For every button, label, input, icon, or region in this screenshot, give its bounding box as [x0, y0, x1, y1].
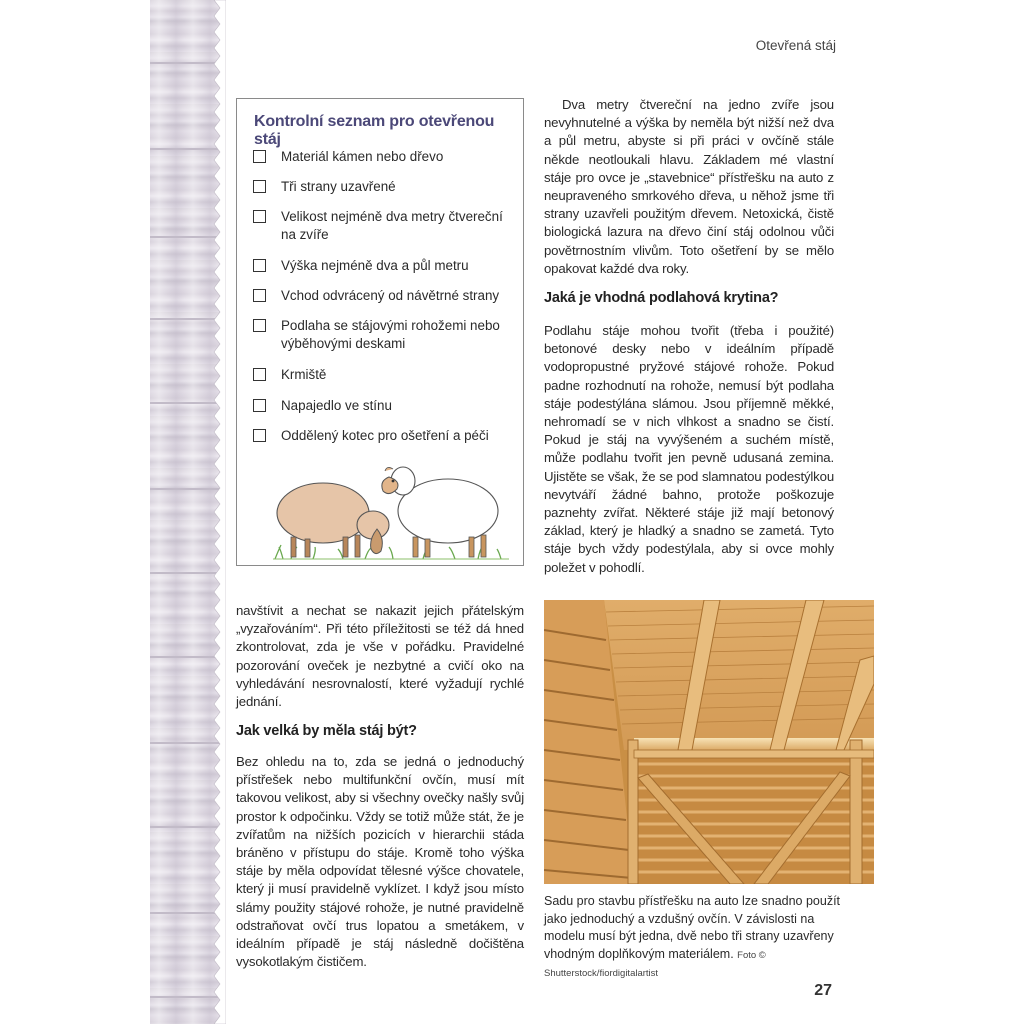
sheep-illustration — [273, 455, 513, 563]
photo-credit: Foto © Shutterstock/fiordigitalartist — [544, 949, 766, 979]
checklist-item-label: Podlaha se stájovými rohožemi nebo výběhovými deskami — [281, 318, 500, 352]
paragraph-text: navštívit a nechat se nakazit jejich přátelským „vyzařováním“. Při této příležitosti se též dá hned zkontrolovat, zda je vše v pořádku. Pravidelné pozorování oveček je nezbytné a cvičí oko na vyhledávání nesrovnalostí, které vyžadují rychlé jednání. — [236, 603, 524, 710]
checkbox[interactable] — [253, 259, 266, 272]
checklist-item-label: Velikost nejméně dva metry čtvereční na zvíře — [281, 209, 503, 243]
body-paragraph — [544, 96, 834, 278]
torn-paper-edge — [212, 0, 226, 1024]
shelter-photo — [544, 600, 874, 884]
section-title: Otevřená stáj — [755, 38, 836, 53]
checkbox[interactable] — [253, 289, 266, 302]
body-paragraph — [544, 322, 834, 577]
checkbox[interactable] — [253, 429, 266, 442]
checklist-item-label: Krmiště — [281, 367, 327, 382]
checkbox[interactable] — [253, 210, 266, 223]
paragraph-text: Podlahu stáje mohou tvořit (třeba i použité) betonové desky nebo v ideálním případě vodopropustné pryžové stájové rohože. Pokud padne rozhodnutí na rohože, nemusí být podlaha stáje podestýlána slámou. Jsou příjemně měkké, nehromadí se v nich vlhkost a snadno se čistí. Pokud je stáj na vyvýšeném a suchém místě, může podlahu tvořit jen pevně udusaná zemina. Ujistěte se však, že se pod slamnatou podestýlkou nevytváří žádné bahno, protože poškozuje paznehty zvířat. Některé stáje již mají betonový základ, který je hladký a snadno se zametá. Tyto stáje bych vždy podestýlala, aby si ovce mohly poležet v pohodlí. — [544, 323, 834, 575]
heading-size: Jak velká by měla stáj být? — [236, 723, 417, 739]
caption-text: Sadu pro stavbu přístřešku na auto lze snadno použít jako jednoduchý a vzdušný ovčín. V závislosti na modelu musí být jedna, dvě nebo tři strany uzavřeny vhodným doplňkovým materiálem. — [544, 894, 841, 961]
checkbox[interactable] — [253, 180, 266, 193]
paragraph-text: Dva metry čtvereční na jedno zvíře jsou nevyhnutelné a výška by neměla být nižší než dva a půl metru, abyste si při práci v ovčíně stále někde neotloukali hlavu. Základem mé vlastní stáje pro ovce je „stavebnice“ přístřešku na auto z neupraveného smrkového dřeva, u něhož jsme tři strany uzavřeli použitým dřevem. Netoxická, čistě biologická lazura na dřevo činí stáj odolnou vůči povětrnostním vlivům. Toto ošetření by se mělo opakovat každé dva roky. — [544, 97, 834, 276]
checklist-item-label: Materiál kámen nebo dřevo — [281, 149, 444, 164]
checkbox[interactable] — [253, 368, 266, 381]
page-number: 27 — [814, 982, 832, 999]
page-margin — [0, 0, 150, 1024]
checklist-title: Kontrolní seznam pro otevřenou stáj — [254, 113, 495, 148]
checklist-item-label: Napajedlo ve stínu — [281, 398, 392, 413]
heading-floor: Jaká je vhodná podlahová krytina? — [544, 290, 779, 306]
paragraph-text: Bez ohledu na to, zda se jedná o jednoduchý přístřešek nebo multifunkční ovčín, musí mít takovou velikost, aby si všechny ovečky našly svůj prostor k odpočinku. Vždy se totiž může stát, že je zvířatům na nižších pozicích v hierarchii stáda bráněno v přístupu do stáje. Kromě toho výška stáje by měla odpovídat tělesné výšce chovatele, který ji musí pravidelně vyklízet. I když jsou místo slámy použity stájové rohože, je nutné pravidelně odstraňovat ovčí trus lopatou a smetákem, v ideálním případě je stáj následně dočištěna vysokotlakým čističem. — [236, 754, 524, 970]
body-paragraph — [236, 753, 524, 971]
photo-caption — [544, 893, 844, 983]
checkbox[interactable] — [253, 150, 266, 163]
checklist-item-label: Oddělený kotec pro ošetření a péči — [281, 428, 489, 443]
checklist-item-label: Vchod odvrácený od návětrné strany — [281, 288, 500, 303]
checklist-item-label: Výška nejméně dva a půl metru — [281, 258, 469, 273]
body-paragraph — [236, 602, 524, 711]
brown-sheep-icon — [277, 483, 389, 557]
white-sheep-icon — [382, 467, 498, 557]
checkbox[interactable] — [253, 319, 266, 332]
checkbox[interactable] — [253, 399, 266, 412]
checklist-box — [236, 98, 524, 566]
checklist-item-label: Tři strany uzavřené — [281, 179, 396, 194]
